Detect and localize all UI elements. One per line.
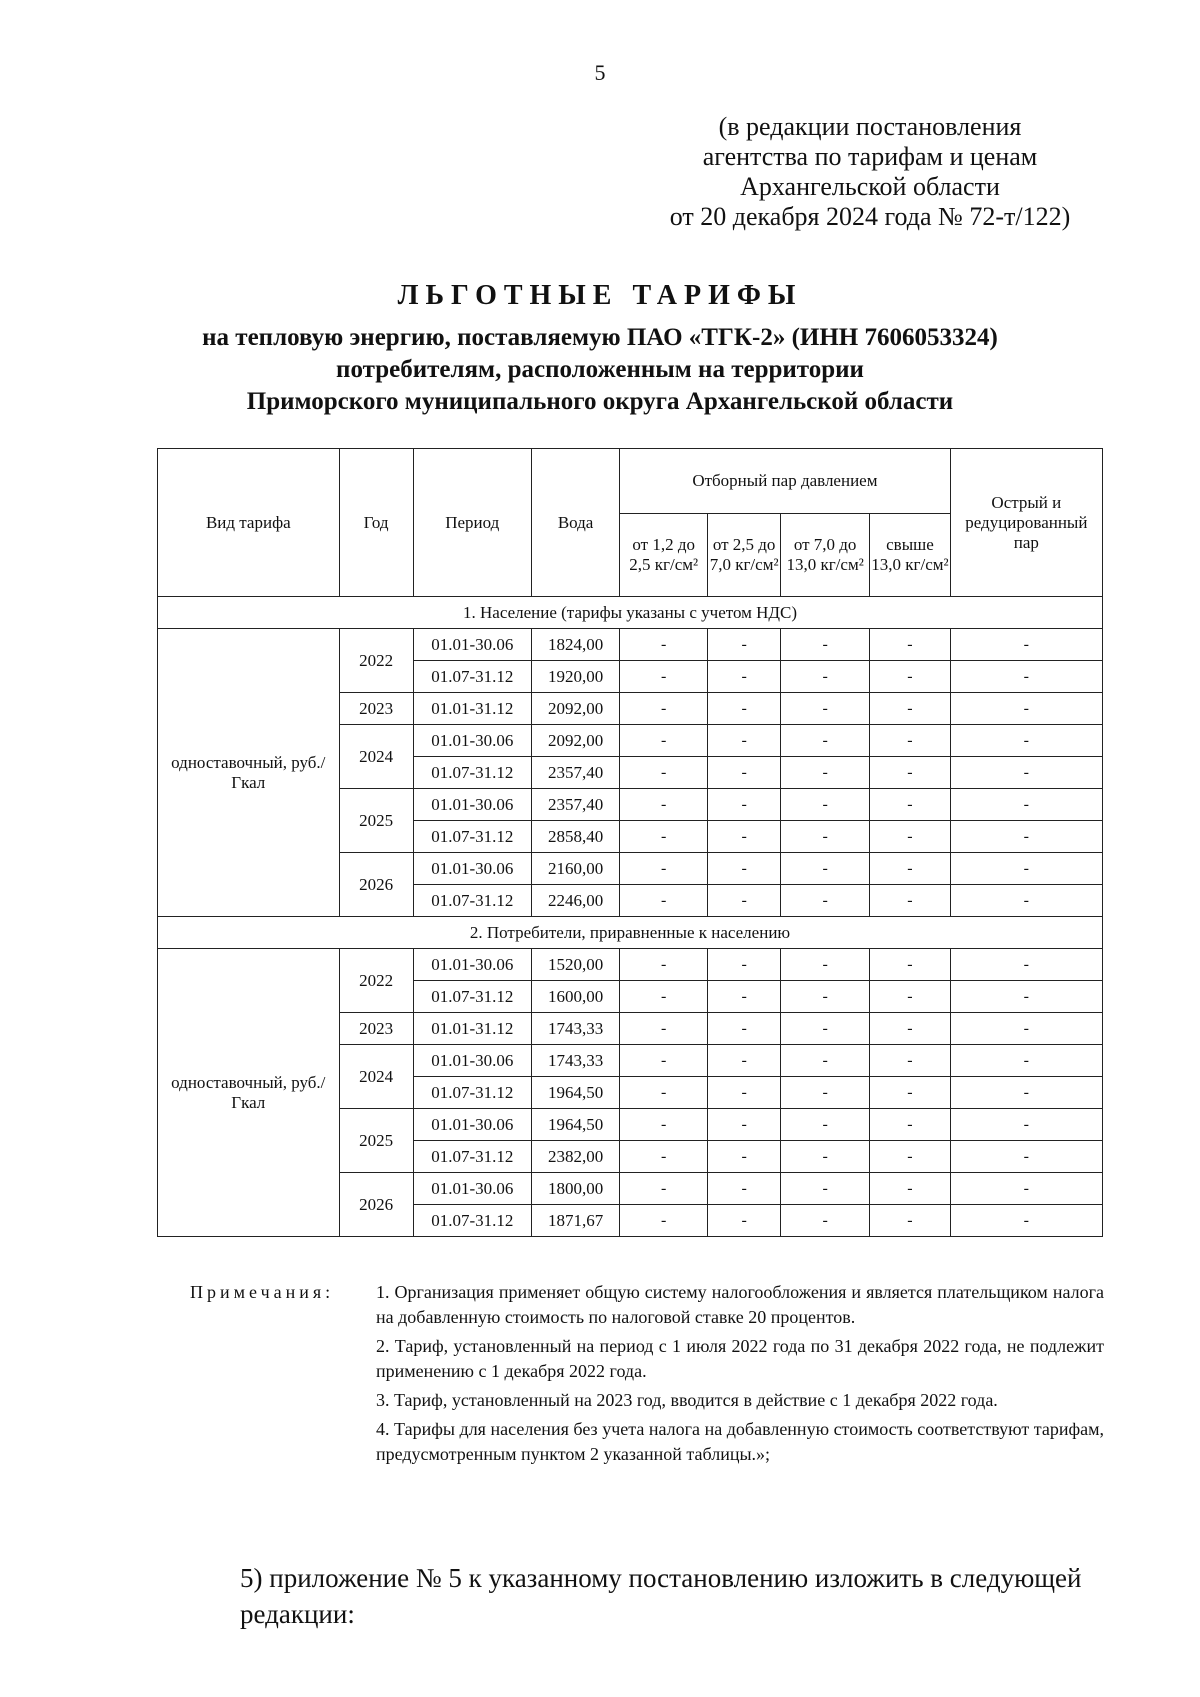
empty-cell: - <box>950 725 1102 757</box>
empty-cell: - <box>950 1045 1102 1077</box>
period-cell: 01.07-31.12 <box>413 757 532 789</box>
subtitle-line: потребителям, расположенным на территории <box>336 356 864 383</box>
empty-cell: - <box>781 1141 870 1173</box>
water-tariff-cell: 2357,40 <box>532 757 620 789</box>
empty-cell: - <box>708 789 781 821</box>
empty-cell: - <box>620 853 708 885</box>
period-cell: 01.01-30.06 <box>413 1109 532 1141</box>
water-tariff-cell: 2092,00 <box>532 693 620 725</box>
empty-cell: - <box>620 949 708 981</box>
water-tariff-cell: 1743,33 <box>532 1013 620 1045</box>
empty-cell: - <box>708 1045 781 1077</box>
water-tariff-cell: 1800,00 <box>532 1173 620 1205</box>
empty-cell: - <box>620 629 708 661</box>
empty-cell: - <box>950 1205 1102 1237</box>
empty-cell: - <box>708 1013 781 1045</box>
empty-cell: - <box>708 725 781 757</box>
empty-cell: - <box>870 981 950 1013</box>
water-tariff-cell: 2246,00 <box>532 885 620 917</box>
empty-cell: - <box>708 949 781 981</box>
empty-cell: - <box>950 661 1102 693</box>
year-cell: 2026 <box>339 1173 413 1237</box>
empty-cell: - <box>781 1205 870 1237</box>
empty-cell: - <box>781 629 870 661</box>
empty-cell: - <box>950 1109 1102 1141</box>
empty-cell: - <box>708 981 781 1013</box>
empty-cell: - <box>781 1077 870 1109</box>
period-cell: 01.07-31.12 <box>413 821 532 853</box>
empty-cell: - <box>950 1141 1102 1173</box>
empty-cell: - <box>620 1077 708 1109</box>
empty-cell: - <box>781 1173 870 1205</box>
note-item: 2. Тариф, установленный на период с 1 июля 2022 года по 31 декабря 2022 года, не подлежит применению с 1 декабря 2022 года. <box>376 1336 1104 1381</box>
empty-cell: - <box>781 981 870 1013</box>
edition-line: агентства по тарифам и ценам <box>702 142 1038 171</box>
empty-cell: - <box>708 629 781 661</box>
header-tariff-type: Вид тарифа <box>158 449 340 597</box>
water-tariff-cell: 1824,00 <box>532 629 620 661</box>
subtitle-line: Приморского муниципального округа Архангельской области <box>246 388 954 415</box>
empty-cell: - <box>950 789 1102 821</box>
year-cell: 2024 <box>339 1045 413 1109</box>
year-cell: 2025 <box>339 1109 413 1173</box>
empty-cell: - <box>708 1205 781 1237</box>
empty-cell: - <box>870 725 950 757</box>
water-tariff-cell: 1600,00 <box>532 981 620 1013</box>
header-pressure-3: от 7,0 до 13,0 кг/см² <box>781 514 870 597</box>
empty-cell: - <box>870 693 950 725</box>
edition-line: (в редакции постановления <box>718 112 1022 141</box>
empty-cell: - <box>620 693 708 725</box>
empty-cell: - <box>870 789 950 821</box>
period-cell: 01.07-31.12 <box>413 981 532 1013</box>
header-period: Период <box>413 449 532 597</box>
water-tariff-cell: 1743,33 <box>532 1045 620 1077</box>
edition-note <box>600 112 1140 232</box>
empty-cell: - <box>620 1141 708 1173</box>
table-row <box>158 629 1103 661</box>
empty-cell: - <box>708 1109 781 1141</box>
water-tariff-cell: 2160,00 <box>532 853 620 885</box>
empty-cell: - <box>620 1173 708 1205</box>
empty-cell: - <box>950 757 1102 789</box>
empty-cell: - <box>620 661 708 693</box>
empty-cell: - <box>950 1013 1102 1045</box>
note-item: 1. Организация применяет общую систему налогообложения и является плательщиком налога на добавленную стоимость по налоговой ставке 20 процентов. <box>376 1282 1104 1327</box>
tariff-type-cell: одноставочный, руб./Гкал <box>158 629 340 917</box>
empty-cell: - <box>870 853 950 885</box>
empty-cell: - <box>781 693 870 725</box>
empty-cell: - <box>950 853 1102 885</box>
water-tariff-cell: 1520,00 <box>532 949 620 981</box>
empty-cell: - <box>950 949 1102 981</box>
year-cell: 2022 <box>339 949 413 1013</box>
year-cell: 2025 <box>339 789 413 853</box>
note-item: 3. Тариф, установленный на 2023 год, вводится в действие с 1 декабря 2022 года. <box>376 1390 998 1410</box>
empty-cell: - <box>781 757 870 789</box>
period-cell: 01.01-30.06 <box>413 1045 532 1077</box>
water-tariff-cell: 1964,50 <box>532 1109 620 1141</box>
empty-cell: - <box>620 725 708 757</box>
section-title: 2. Потребители, приравненные к населению <box>158 917 1103 949</box>
edition-line: от 20 декабря 2024 года № 72-т/122) <box>669 202 1071 231</box>
year-cell: 2026 <box>339 853 413 917</box>
empty-cell: - <box>870 1045 950 1077</box>
period-cell: 01.01-31.12 <box>413 1013 532 1045</box>
table-row <box>158 949 1103 981</box>
empty-cell: - <box>781 789 870 821</box>
tariff-type-cell: одноставочный, руб./Гкал <box>158 949 340 1237</box>
empty-cell: - <box>781 885 870 917</box>
empty-cell: - <box>620 821 708 853</box>
empty-cell: - <box>870 1109 950 1141</box>
empty-cell: - <box>870 1077 950 1109</box>
notes <box>376 1280 1104 1471</box>
empty-cell: - <box>781 853 870 885</box>
period-cell: 01.01-30.06 <box>413 1173 532 1205</box>
empty-cell: - <box>950 885 1102 917</box>
empty-cell: - <box>620 1109 708 1141</box>
empty-cell: - <box>620 1205 708 1237</box>
tariff-table <box>157 448 1103 1237</box>
year-cell: 2022 <box>339 629 413 693</box>
subtitle-line: на тепловую энергию, поставляемую ПАО «ТГК-2» (ИНН 7606053324) <box>202 324 998 351</box>
empty-cell: - <box>870 757 950 789</box>
empty-cell: - <box>950 1173 1102 1205</box>
year-cell: 2024 <box>339 725 413 789</box>
period-cell: 01.07-31.12 <box>413 1205 532 1237</box>
empty-cell: - <box>950 629 1102 661</box>
header-selected-steam: Отборный пар давлением <box>620 449 951 514</box>
empty-cell: - <box>708 1141 781 1173</box>
header-pressure-2: от 2,5 до 7,0 кг/см² <box>708 514 781 597</box>
header-pressure-1: от 1,2 до 2,5 кг/см² <box>620 514 708 597</box>
empty-cell: - <box>870 885 950 917</box>
water-tariff-cell: 2382,00 <box>532 1141 620 1173</box>
section-title: 1. Население (тарифы указаны с учетом НДС) <box>158 597 1103 629</box>
empty-cell: - <box>708 853 781 885</box>
empty-cell: - <box>708 1077 781 1109</box>
empty-cell: - <box>620 1013 708 1045</box>
period-cell: 01.07-31.12 <box>413 1077 532 1109</box>
empty-cell: - <box>620 789 708 821</box>
closing-paragraph <box>172 1560 1122 1632</box>
period-cell: 01.01-30.06 <box>413 725 532 757</box>
empty-cell: - <box>708 757 781 789</box>
closing-text: 5) приложение № 5 к указанному постановлению изложить в следующей редакции: <box>240 1563 1082 1629</box>
empty-cell: - <box>870 661 950 693</box>
empty-cell: - <box>870 1141 950 1173</box>
water-tariff-cell: 1920,00 <box>532 661 620 693</box>
document-subtitle <box>80 322 1120 418</box>
empty-cell: - <box>870 1013 950 1045</box>
empty-cell: - <box>620 981 708 1013</box>
year-cell: 2023 <box>339 1013 413 1045</box>
empty-cell: - <box>708 661 781 693</box>
empty-cell: - <box>781 949 870 981</box>
period-cell: 01.07-31.12 <box>413 1141 532 1173</box>
empty-cell: - <box>708 821 781 853</box>
empty-cell: - <box>781 1045 870 1077</box>
empty-cell: - <box>870 949 950 981</box>
empty-cell: - <box>620 1045 708 1077</box>
period-cell: 01.01-30.06 <box>413 789 532 821</box>
period-cell: 01.01-31.12 <box>413 693 532 725</box>
empty-cell: - <box>620 885 708 917</box>
year-cell: 2023 <box>339 693 413 725</box>
water-tariff-cell: 2357,40 <box>532 789 620 821</box>
water-tariff-cell: 1871,67 <box>532 1205 620 1237</box>
edition-line: Архангельской области <box>740 172 1000 201</box>
empty-cell: - <box>708 885 781 917</box>
header-pressure-4: свыше 13,0 кг/см² <box>870 514 950 597</box>
empty-cell: - <box>870 821 950 853</box>
period-cell: 01.01-30.06 <box>413 949 532 981</box>
period-cell: 01.07-31.12 <box>413 885 532 917</box>
empty-cell: - <box>620 757 708 789</box>
empty-cell: - <box>781 1109 870 1141</box>
empty-cell: - <box>950 821 1102 853</box>
notes-label: Примечания: <box>190 1282 335 1302</box>
water-tariff-cell: 2092,00 <box>532 725 620 757</box>
water-tariff-cell: 1964,50 <box>532 1077 620 1109</box>
header-year: Год <box>339 449 413 597</box>
empty-cell: - <box>870 1205 950 1237</box>
period-cell: 01.01-30.06 <box>413 853 532 885</box>
empty-cell: - <box>870 1173 950 1205</box>
empty-cell: - <box>708 1173 781 1205</box>
period-cell: 01.01-30.06 <box>413 629 532 661</box>
empty-cell: - <box>950 693 1102 725</box>
empty-cell: - <box>950 1077 1102 1109</box>
empty-cell: - <box>781 1013 870 1045</box>
empty-cell: - <box>708 693 781 725</box>
period-cell: 01.07-31.12 <box>413 661 532 693</box>
page-number: 5 <box>594 60 606 85</box>
empty-cell: - <box>781 725 870 757</box>
header-sharp-steam: Острый и редуцированный пар <box>950 449 1102 597</box>
water-tariff-cell: 2858,40 <box>532 821 620 853</box>
empty-cell: - <box>870 629 950 661</box>
empty-cell: - <box>950 981 1102 1013</box>
empty-cell: - <box>781 661 870 693</box>
note-item: 4. Тарифы для населения без учета налога на добавленную стоимость соответствуют тарифам, предусмотренным пунктом 2 указанной таблицы.»; <box>376 1419 1104 1464</box>
header-water: Вода <box>532 449 620 597</box>
empty-cell: - <box>781 821 870 853</box>
document-title: ЛЬГОТНЫЕ ТАРИФЫ <box>397 280 803 311</box>
